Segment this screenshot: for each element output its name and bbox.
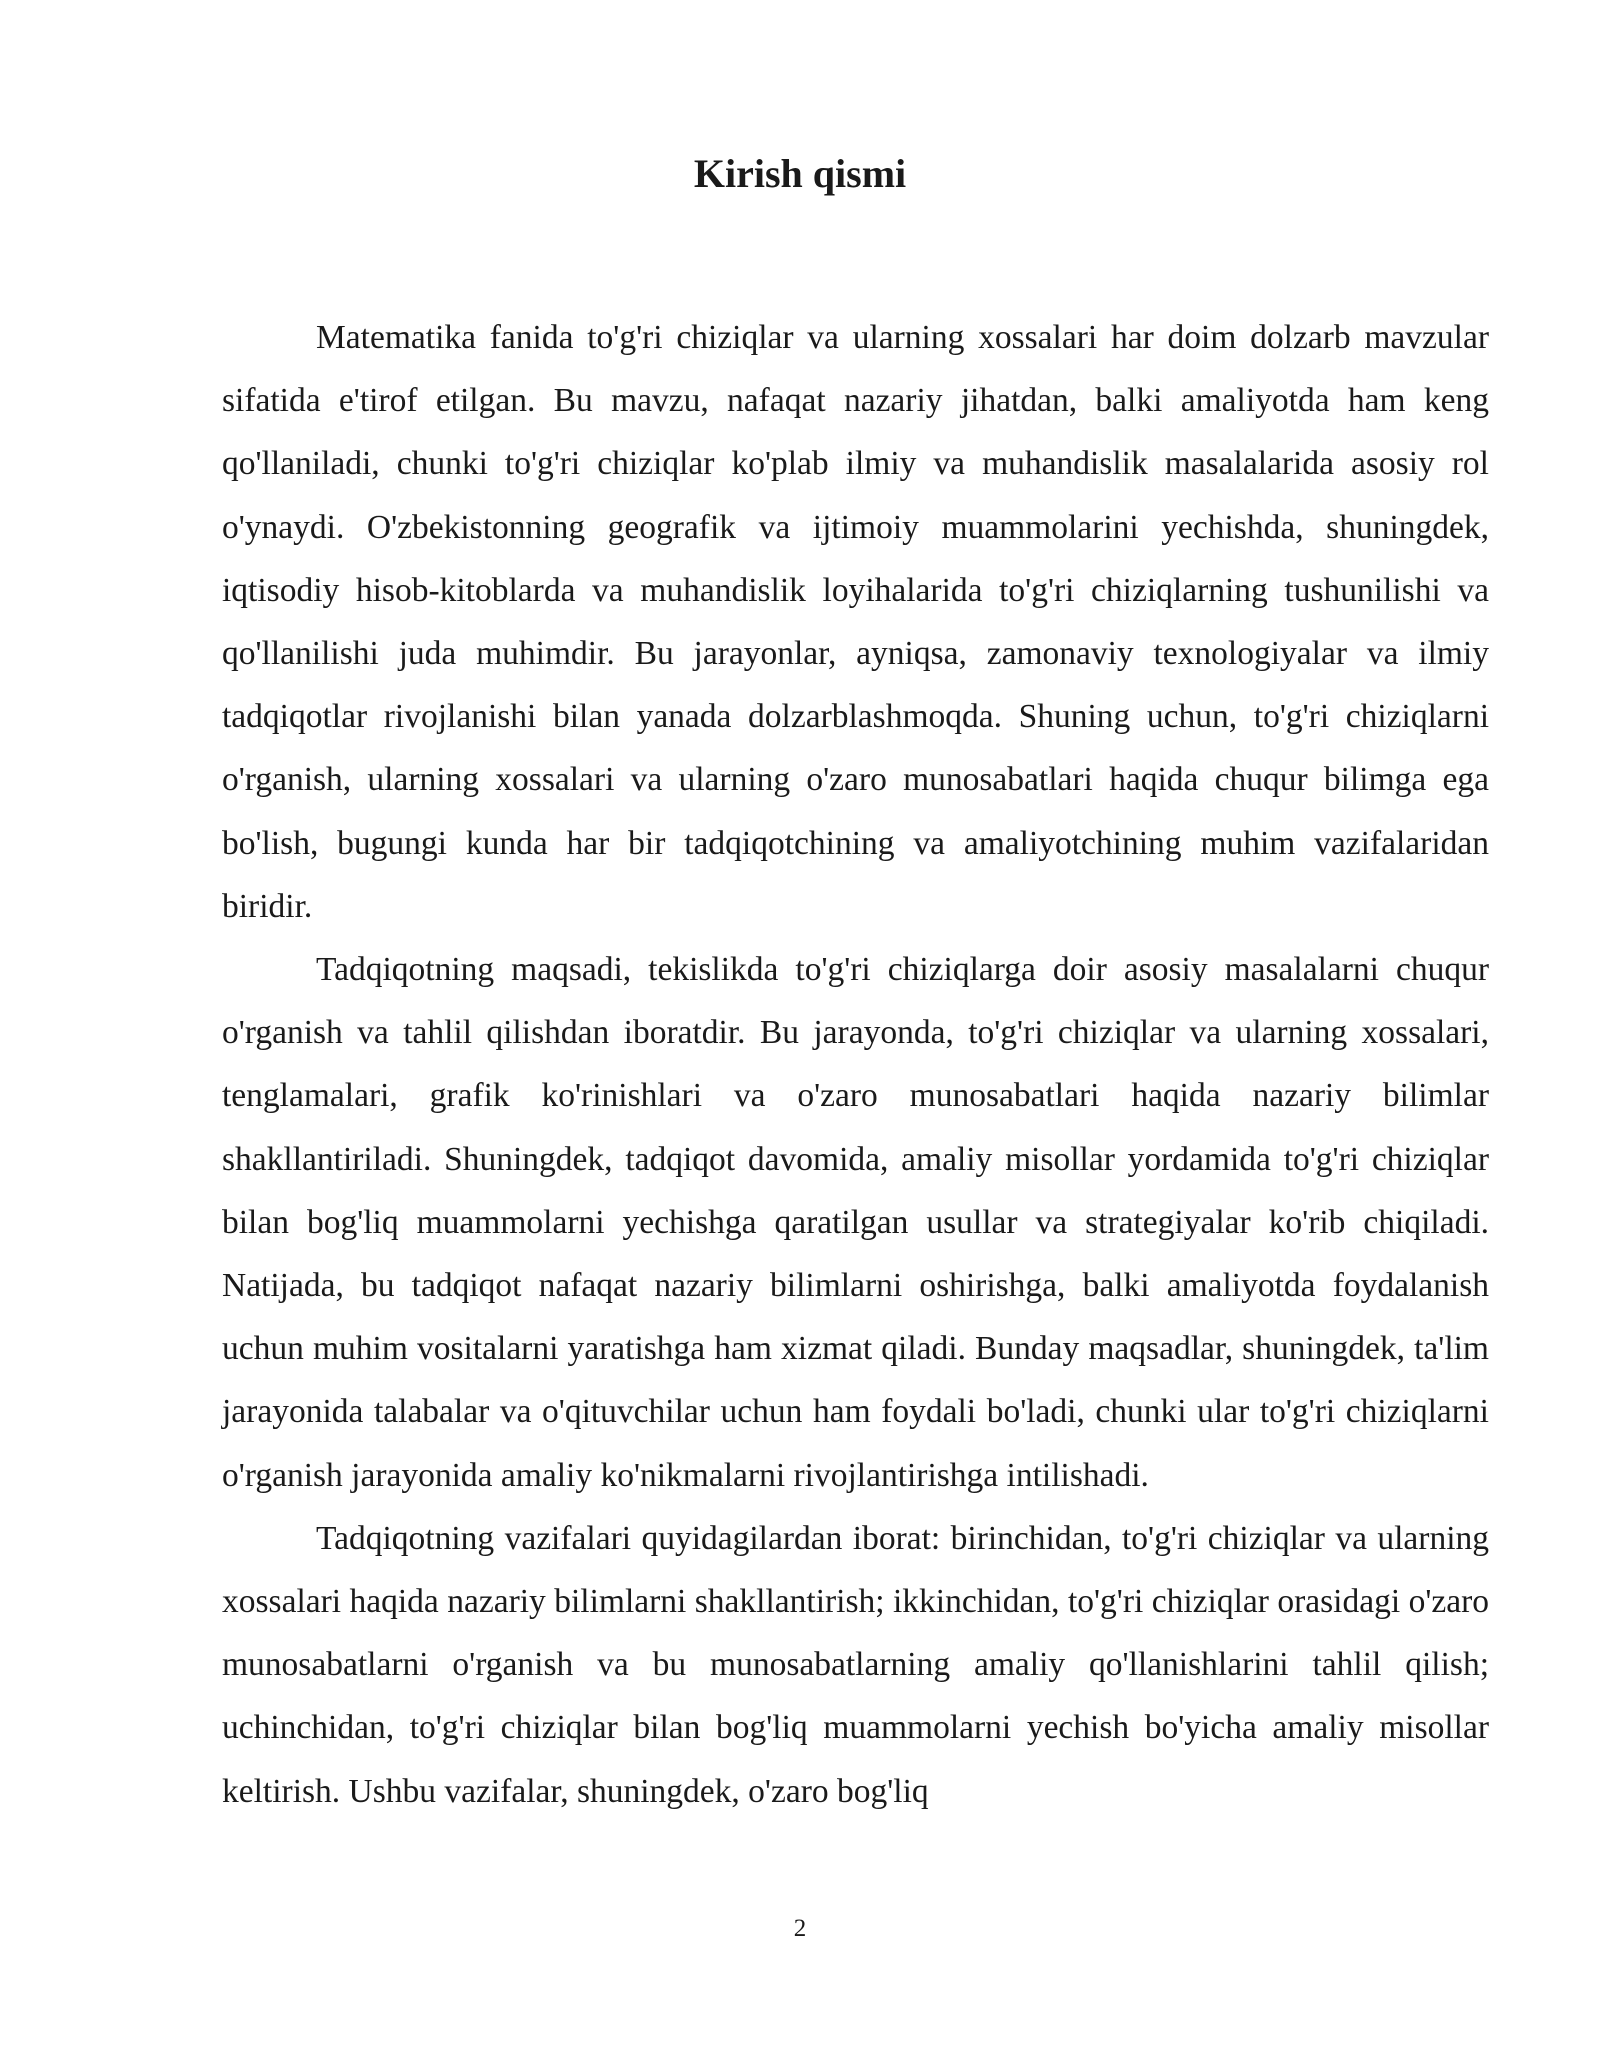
body-text — [222, 306, 1489, 1823]
paragraph-introduction: Matematika fanida to'g'ri chiziqlar va ularning xossalari har doim dolzarb mavzular sifatida e'tirof etilgan. Bu mavzu, nafaqat nazariy jihatdan, balki amaliyotda ham keng qo'llaniladi, chunki to'g'ri chiziqlar ko'plab ilmiy va muhandislik masalalarida asosiy rol o'ynaydi. O'zbekistonning geografik va ijtimoiy muammolarini yechishda, shuningdek, iqtisodiy hisob-kitoblarda va muhandislik loyihalarida to'g'ri chiziqlarning tushunilishi va qo'llanilishi juda muhimdir. Bu jarayonlar, ayniqsa, zamonaviy texnologiyalar va ilmiy tadqiqotlar rivojlanishi bilan yanada dolzarblashmoqda. Shuning uchun, to'g'ri chiziqlarni o'rganish, ularning xossalari va ularning o'zaro munosabatlari haqida chuqur bilimga ega bo'lish, bugungi kunda har bir tadqiqotchining va amaliyotchining muhim vazifalaridan biridir. — [222, 319, 1489, 925]
paragraph-research-goal: Tadqiqotning maqsadi, tekislikda to'g'ri chiziqlarga doir asosiy masalalarni chuqur o'rganish va tahlil qilishdan iboratdir. Bu jarayonda, to'g'ri chiziqlar va ularning xossalari, tenglamalari, grafik ko'rinishlari va o'zaro munosabatlari haqida nazariy bilimlar shakllantiriladi. Shuningdek, tadqiqot davomida, amaliy misollar yordamida to'g'ri chiziqlar bilan bog'liq muammolarni yechishga qaratilgan usullar va strategiyalar ko'rib chiqiladi. Natijada, bu tadqiqot nafaqat nazariy bilimlarni oshirishga, balki amaliyotda foydalanish uchun muhim vositalarni yaratishga ham xizmat qiladi. Bunday maqsadlar, shuningdek, ta'lim jarayonida talabalar va o'qituvchilar uchun ham foydali bo'ladi, chunki ular to'g'ri chiziqlarni o'rganish jarayonida amaliy ko'nikmalarni rivojlantirishga intilishadi. — [222, 951, 1489, 1494]
page-title: Kirish qismi — [693, 151, 907, 196]
paragraph-research-tasks: Tadqiqotning vazifalari quyidagilardan iborat: birinchidan, to'g'ri chiziqlar va ularning xossalari haqida nazariy bilimlarni shakllantirish; ikkinchidan, to'g'ri chiziqlar orasidagi o'zaro munosabatlarni o'rganish va bu munosabatlarning amaliy qo'llanishlarini tahlil qilish; uchinchidan, to'g'ri chiziqlar bilan bog'liq muammolarni yechish bo'yicha amaliy misollar keltirish. Ushbu vazifalar, shuningdek, o'zaro bog'liq — [222, 1519, 1489, 1810]
page-number: 2 — [793, 1915, 807, 1942]
